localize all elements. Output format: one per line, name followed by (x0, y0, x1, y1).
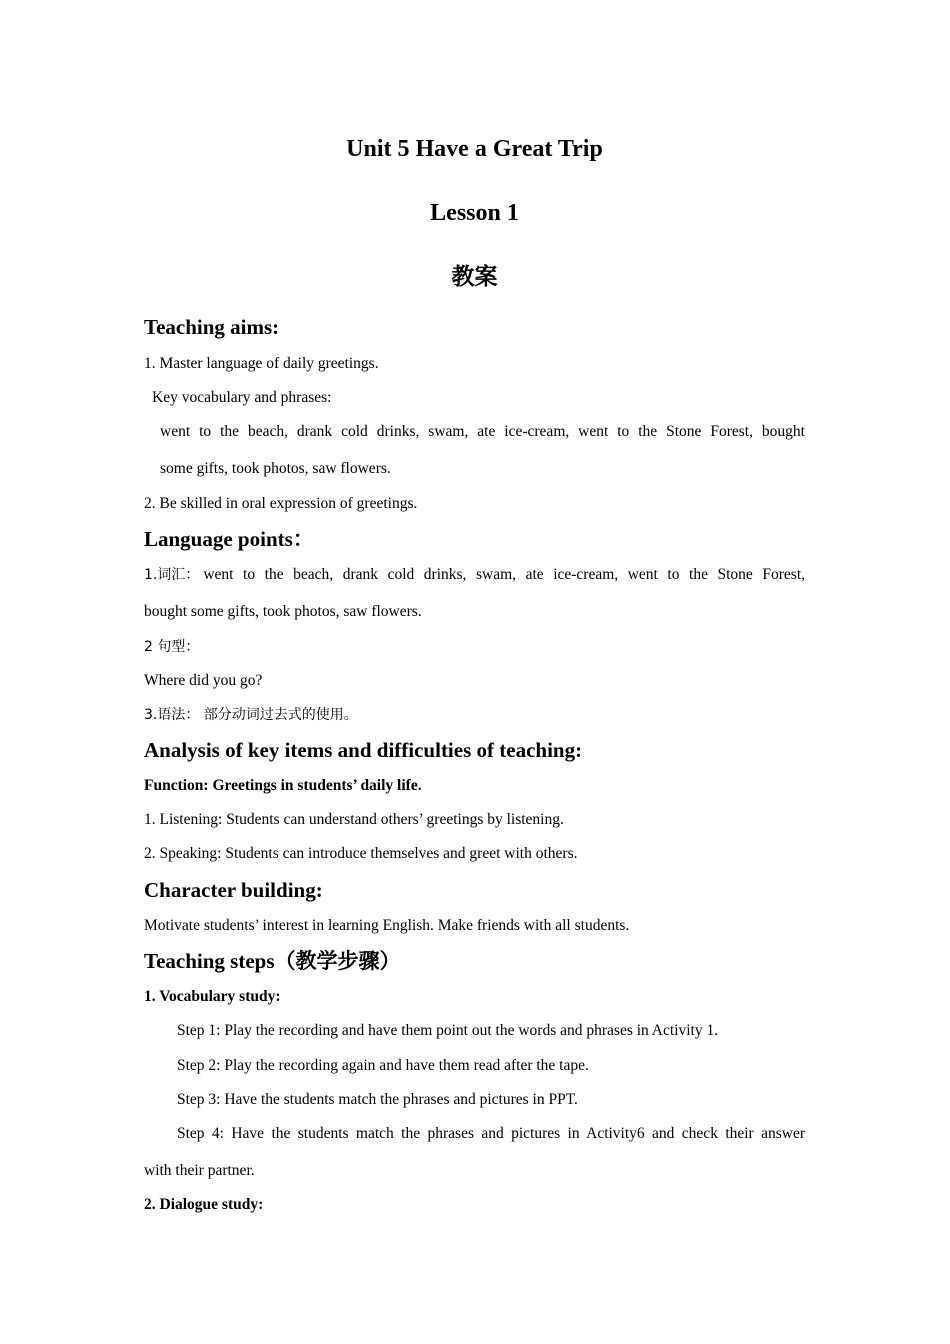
sentence-example: Where did you go? (144, 672, 263, 689)
unit-title: Unit 5 Have a Great Trip (346, 136, 603, 162)
teaching-aim-1: 1. Master language of daily greetings. (144, 355, 379, 372)
step-4-line-2: with their partner. (144, 1162, 255, 1179)
grammar-point: 3.语法： 部分动词过去式的使用。 (144, 707, 358, 723)
language-vocab-row (144, 565, 805, 585)
function-line: Function: Greetings in students’ daily life. (144, 777, 422, 794)
dialogue-study-heading: 2. Dialogue study: (144, 1196, 264, 1213)
teaching-aims-heading: Teaching aims: (144, 315, 280, 339)
listening-line: 1. Listening: Students can understand others’ greetings by listening. (144, 811, 564, 828)
step-2: Step 2: Play the recording again and have them read after the tape. (177, 1057, 589, 1074)
teaching-aim-2: 2. Be skilled in oral expression of greetings. (144, 495, 418, 512)
doc-type-title: 教案 (451, 264, 498, 290)
step-1: Step 1: Play the recording and have them point out the words and phrases in Activity 1. (177, 1022, 719, 1039)
vocab-prefix: 1.词汇： (144, 567, 200, 583)
sentence-label: 2 句型： (144, 639, 200, 655)
vocabulary-study-heading: 1. Vocabulary study: (144, 988, 281, 1005)
vocab-line-1: went to the beach, drank cold drinks, swam, ate ice-cream, went to the Stone Forest, bought (160, 423, 805, 440)
speaking-line: 2. Speaking: Students can introduce themselves and greet with others. (144, 845, 578, 862)
language-points-heading: Language points： (144, 527, 314, 551)
language-vocab-line-1: went to the beach, drank cold drinks, swam, ate ice-cream, went to the Stone Forest, (203, 566, 805, 583)
step-3: Step 3: Have the students match the phrases and pictures in PPT. (177, 1091, 578, 1108)
lesson-title: Lesson 1 (430, 200, 519, 226)
character-building-text: Motivate students’ interest in learning English. Make friends with all students. (144, 917, 630, 934)
teaching-steps-heading: Teaching steps（教学步骤） (144, 949, 401, 973)
step-4-line-1: Step 4: Have the students match the phrases and pictures in Activity6 and check their answer (177, 1125, 805, 1142)
analysis-heading: Analysis of key items and difficulties of teaching: (144, 738, 583, 762)
character-building-heading: Character building: (144, 878, 323, 902)
vocab-line-2: some gifts, took photos, saw flowers. (160, 460, 391, 477)
key-vocab-label: Key vocabulary and phrases: (152, 389, 332, 406)
language-vocab-line-2: bought some gifts, took photos, saw flowers. (144, 603, 422, 620)
